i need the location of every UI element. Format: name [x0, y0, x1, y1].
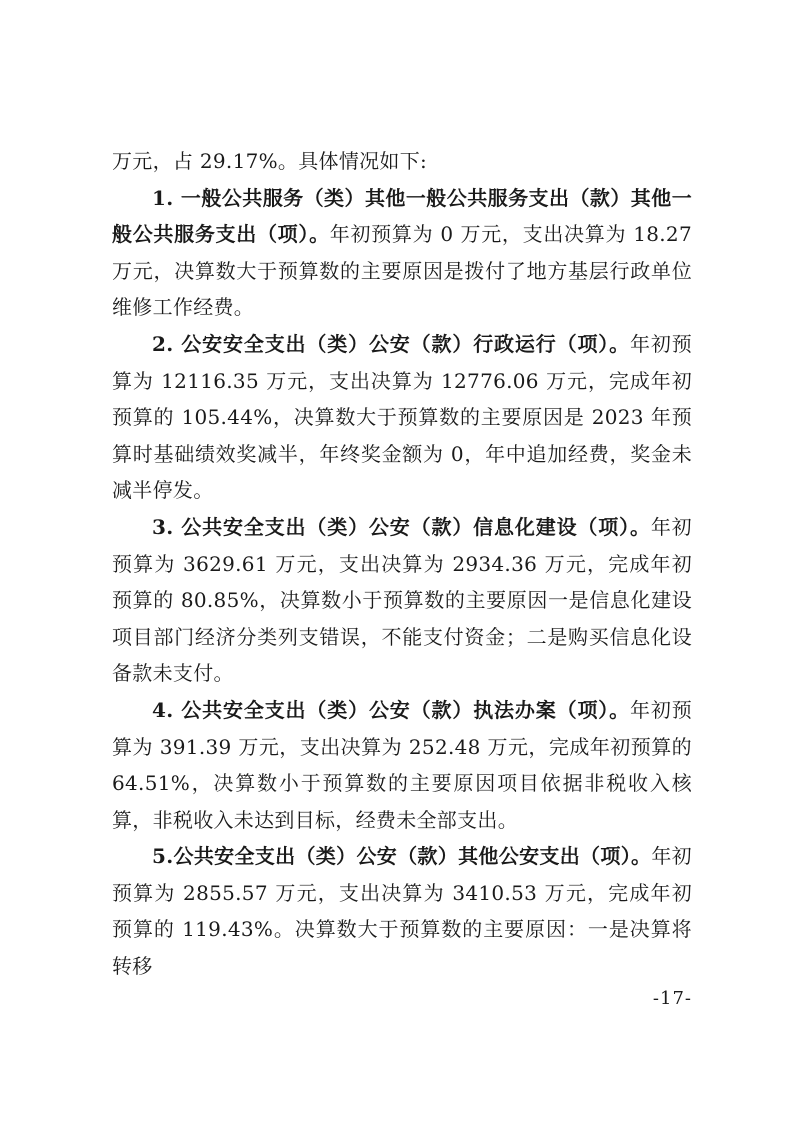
item-text-4: 年初预算为 391.39 万元，支出决算为 252.48 万元，完成年初预算的 64.51%，决算数小于预算数的主要原因项目依据非税收入核算，非税收入未达到目标，经费未全部支出。	[112, 697, 693, 832]
item-heading-3: 3. 公共安全支出（类）公安（款）信息化建设（项）。	[152, 514, 651, 539]
item-paragraph-1	[112, 180, 692, 326]
intro-paragraph: 万元，占 29.17%。具体情况如下:	[112, 149, 428, 173]
page-number: -17-	[652, 988, 692, 1009]
item-text-5: 年初预算为 2855.57 万元，支出决算为 3410.53 万元，完成年初预算的 119.43%。决算数大于预算数的主要原因：一是决算将转移	[112, 844, 692, 979]
item-text-1: 年初预算为 0 万元，支出决算为 18.27 万元，决算数大于预算数的主要原因是拨付了地方基层行政单位维修工作经费。	[112, 222, 692, 320]
item-paragraph-2	[112, 326, 692, 509]
document-body	[112, 143, 692, 985]
item-paragraph-3	[112, 509, 692, 692]
item-paragraph-4	[112, 692, 692, 838]
item-text-3: 年初预算为 3629.61 万元，支出决算为 2934.36 万元，完成年初预算的 80.85%，决算数小于预算数的主要原因一是信息化建设项目部门经济分类列支错误，不能支付资金；二是购买信息化设备款未支付。	[112, 514, 692, 686]
item-paragraph-5	[112, 838, 692, 984]
item-heading-4: 4. 公共安全支出（类）公安（款）执法办案（项）。	[152, 697, 630, 722]
item-heading-5: 5.公共安全支出（类）公安（款）其他公安支出（项）。	[152, 844, 652, 869]
item-heading-1: 1. 一般公共服务（类）其他一般公共服务支出（款）其他一般公共服务支出（项）。	[112, 185, 692, 247]
item-heading-2: 2. 公安安全支出（类）公安（款）行政运行（项）。	[152, 331, 630, 356]
item-text-2: 年初预算为 12116.35 万元，支出决算为 12776.06 万元，完成年初预算的 105.44%，决算数大于预算数的主要原因是 2023 年预算时基础绩效奖减半，年终奖金额为 0，年中追加经费，奖金未减半停发。	[112, 331, 693, 503]
